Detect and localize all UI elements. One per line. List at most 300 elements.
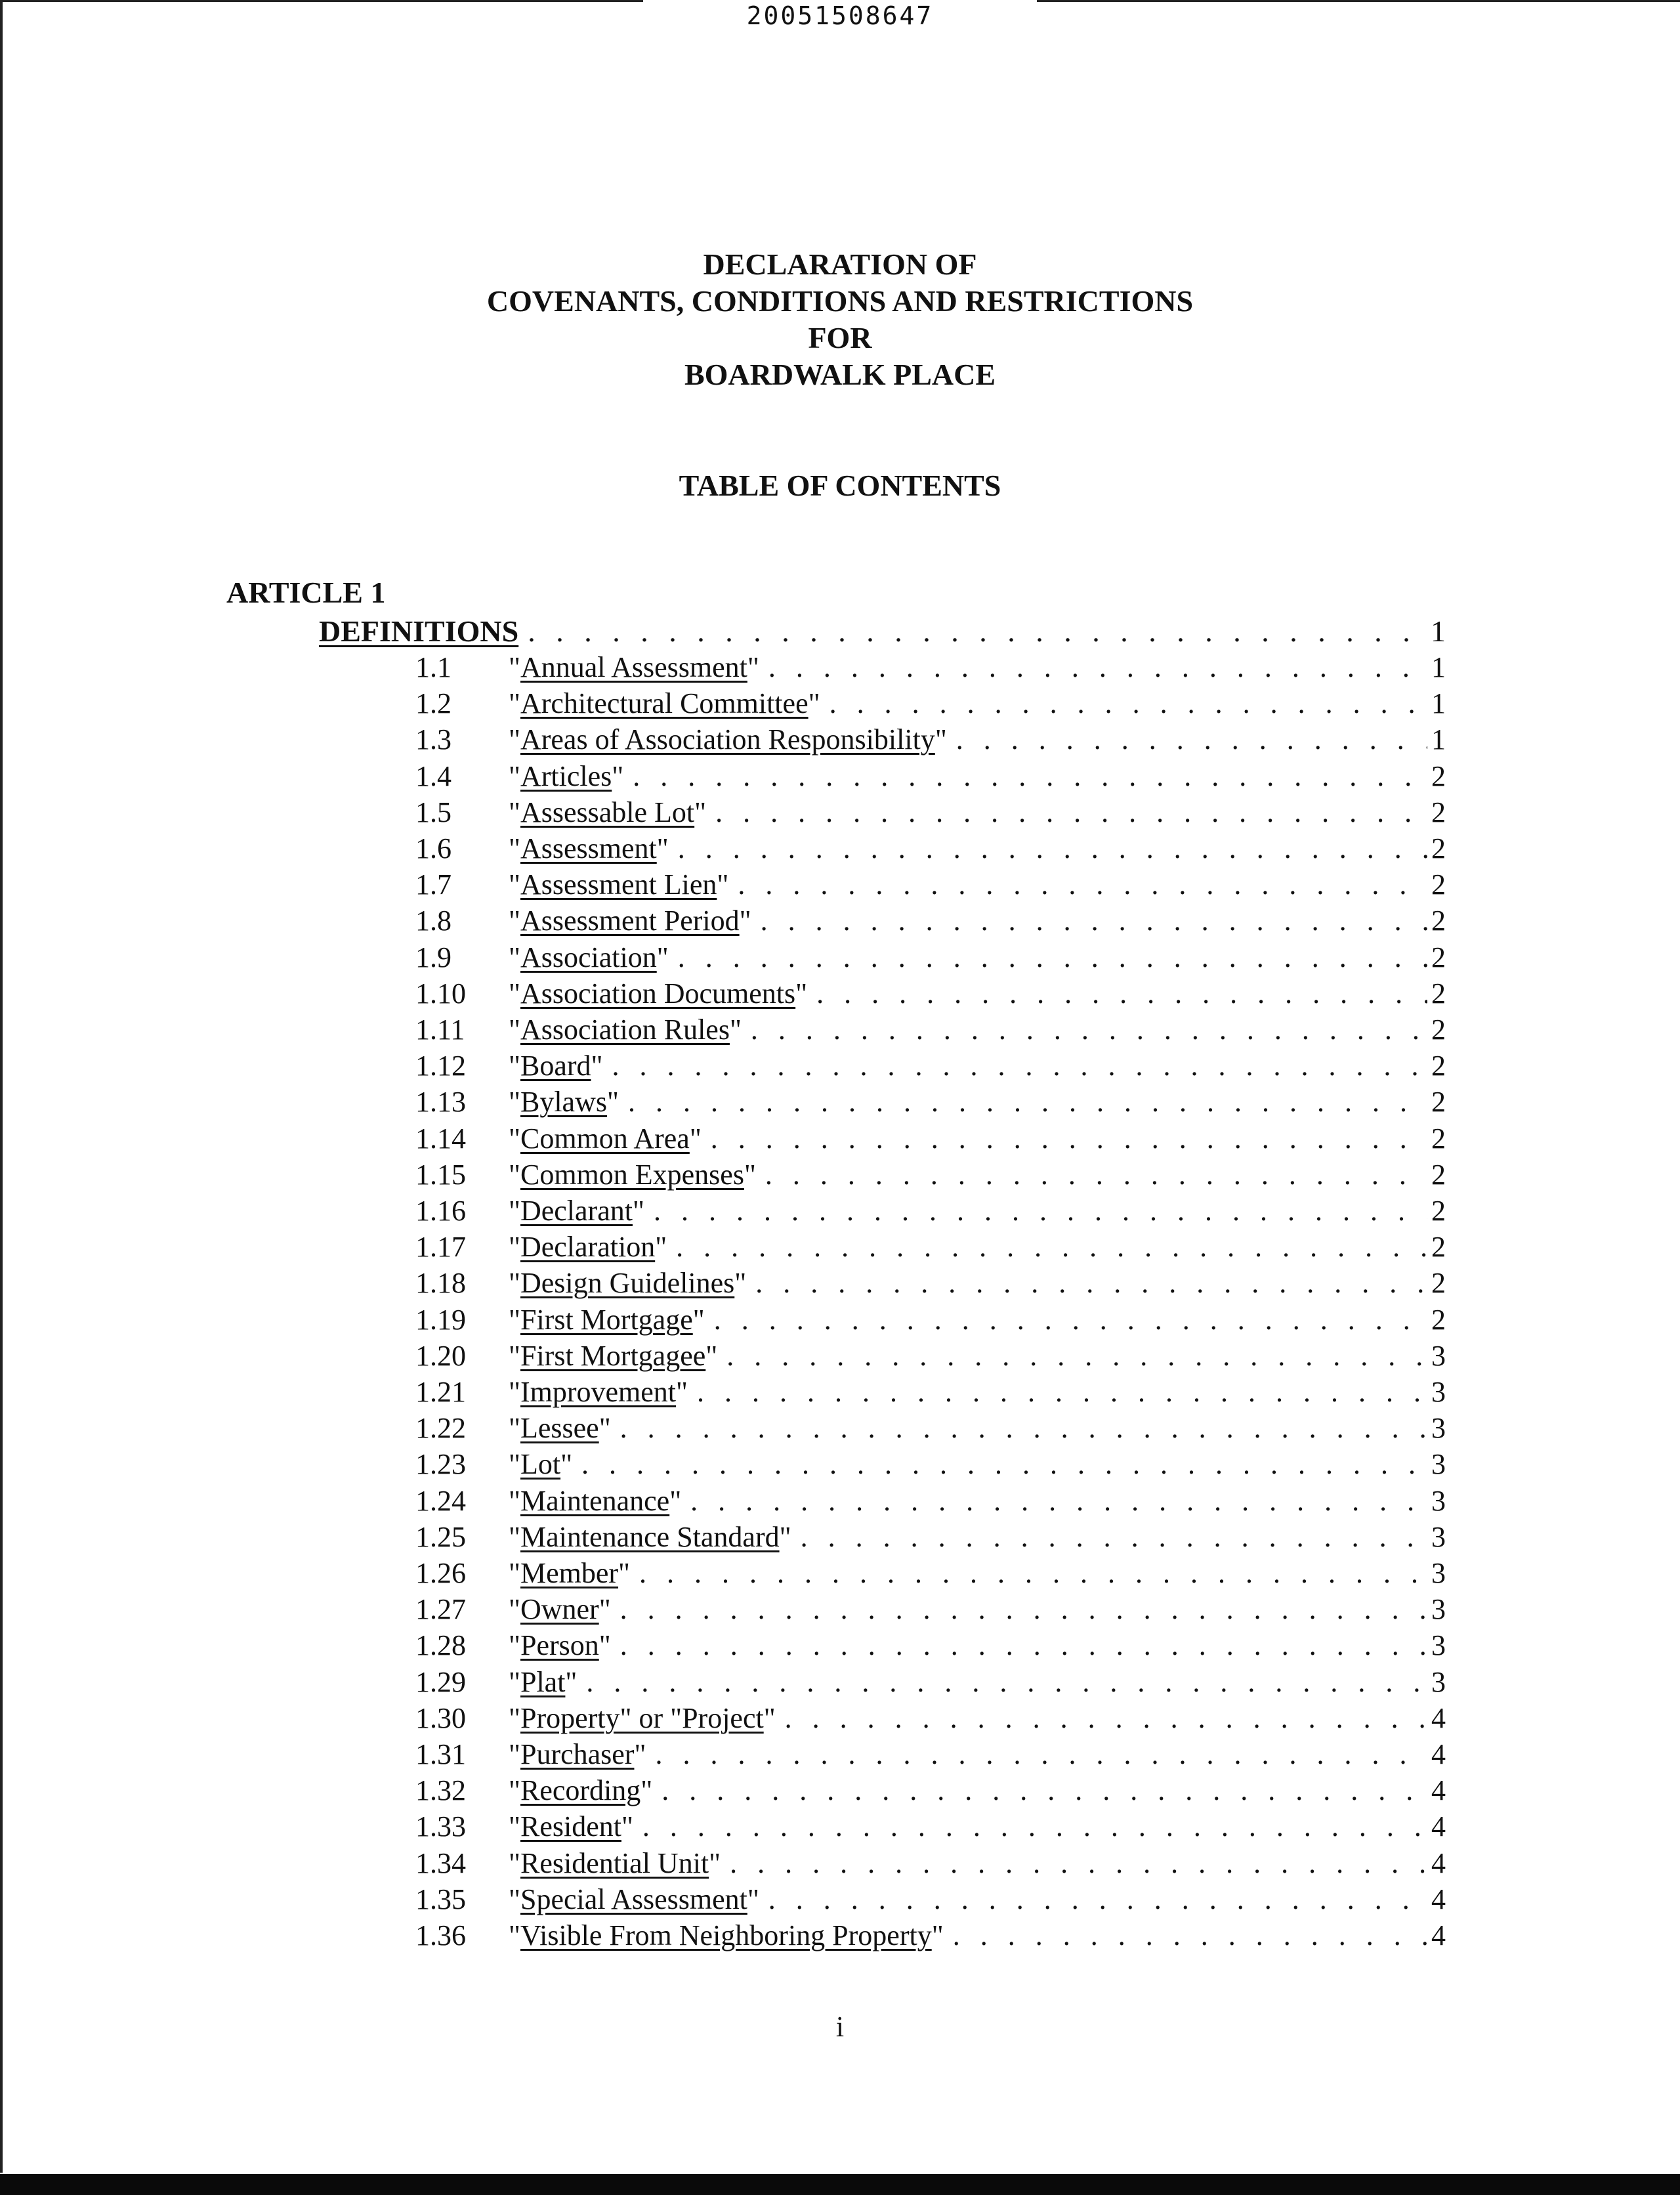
page-number: i: [835, 2011, 845, 2043]
scan-bottom-edge: [0, 2174, 1680, 2195]
dot-leader: [697, 1375, 1427, 1410]
entry-term: Association Rules: [520, 1013, 730, 1046]
entry-label: [509, 1121, 702, 1157]
entry-quote-close: ": [669, 1485, 682, 1517]
entry-page: 3: [1431, 1521, 1446, 1553]
entry-page: 2: [1431, 977, 1446, 1010]
document-number: 20051508647: [746, 1, 934, 30]
entry-quote-close: ": [734, 1267, 747, 1299]
entry-quote-close: ": [591, 1050, 603, 1082]
entry-number: 1.34: [415, 1847, 466, 1879]
entry-page: 3: [1431, 1485, 1446, 1517]
entry-term: Lot: [520, 1448, 561, 1480]
toc-entry: [415, 759, 1446, 794]
entry-page: 2: [1431, 1013, 1446, 1046]
entry-term: Design Guidelines: [520, 1267, 735, 1299]
entry-term: Areas of Association Responsibility: [520, 723, 935, 756]
entry-page: 2: [1431, 1267, 1446, 1299]
toc-entry: [415, 1665, 1446, 1700]
dot-leader: [620, 1628, 1427, 1663]
entry-quote-open: ": [509, 1013, 520, 1046]
entry-page: 3: [1431, 1448, 1446, 1480]
entry-page: 3: [1431, 1666, 1446, 1698]
toc-entry: [415, 867, 1446, 903]
toc-entry: [415, 722, 1446, 757]
dot-leader: [662, 1773, 1427, 1808]
dot-leader: [768, 650, 1427, 685]
dot-leader: [633, 759, 1427, 794]
entry-quote-close: ": [634, 1738, 646, 1770]
entry-quote-open: ": [509, 905, 520, 937]
entry-number: 1.21: [415, 1376, 466, 1408]
entry-quote-close: ": [606, 1086, 619, 1118]
entry-label: [509, 1012, 742, 1048]
entry-page: 2: [1431, 796, 1446, 828]
entry-term: Architectural Committee: [520, 687, 808, 719]
entry-label: [509, 722, 947, 757]
entry-quote-open: ": [509, 868, 520, 901]
entry-quote-open: ": [509, 1122, 520, 1155]
entry-label: [509, 759, 623, 794]
entry-term: Common Area: [520, 1122, 690, 1155]
entry-page: 2: [1431, 1304, 1446, 1336]
entry-number: 1.33: [415, 1810, 466, 1843]
entry-page: 4: [1431, 1919, 1446, 1951]
toc-entry: [415, 1193, 1446, 1229]
toc-entry: [415, 1483, 1446, 1519]
dot-leader: [678, 831, 1427, 866]
toc-entry: [415, 1809, 1446, 1844]
dot-leader: [761, 903, 1427, 939]
entry-label: [509, 1302, 705, 1338]
toc-entry: [415, 1302, 1446, 1338]
entry-quote-open: ": [509, 687, 520, 719]
entry-term: Property" or "Project: [520, 1702, 764, 1734]
entry-number: 1.11: [415, 1013, 465, 1046]
dot-leader: [642, 1809, 1427, 1844]
entry-quote-open: ": [509, 651, 520, 683]
entry-term: Owner: [520, 1593, 599, 1625]
entry-number: 1.15: [415, 1159, 466, 1191]
entry-quote-close: ": [640, 1774, 653, 1806]
entry-quote-open: ": [509, 1412, 520, 1444]
entry-number: 1.6: [415, 832, 452, 864]
entry-page: 4: [1431, 1883, 1446, 1915]
document-title: [0, 246, 1680, 393]
entry-term: Bylaws: [520, 1086, 607, 1118]
entry-label: [509, 1809, 633, 1844]
toc-entry: [415, 1411, 1446, 1446]
entry-quote-open: ": [509, 1485, 520, 1517]
entry-page: 2: [1431, 760, 1446, 792]
entry-quote-close: ": [689, 1122, 702, 1155]
entry-number: 1.27: [415, 1593, 466, 1625]
entry-quote-open: ": [509, 1738, 520, 1770]
entry-term: Declaration: [520, 1231, 656, 1263]
entry-number: 1.35: [415, 1883, 466, 1915]
dot-leader: [586, 1665, 1427, 1700]
entry-number: 1.20: [415, 1340, 466, 1372]
entry-term: Assessment Lien: [520, 868, 717, 901]
entry-term: Board: [520, 1050, 591, 1082]
entry-number: 1.4: [415, 760, 452, 792]
entry-number: 1.10: [415, 977, 466, 1010]
dot-leader: [953, 1918, 1427, 1953]
entry-term: Articles: [520, 760, 612, 792]
entry-quote-open: ": [509, 1774, 520, 1806]
entry-label: [509, 686, 820, 721]
entry-label: [509, 1411, 611, 1446]
article-heading: ARTICLE 1: [226, 576, 386, 609]
entry-term: Assessment Period: [520, 905, 740, 937]
dot-leader: [730, 1846, 1427, 1881]
entry-term: Person: [520, 1629, 599, 1661]
entry-number: 1.25: [415, 1521, 466, 1553]
toc-entry: [415, 1229, 1446, 1265]
section-title: [319, 614, 518, 649]
entry-number: 1.1: [415, 651, 452, 683]
entry-number: 1.32: [415, 1774, 466, 1806]
entry-term: Lessee: [520, 1412, 599, 1444]
toc-entry: [415, 903, 1446, 939]
entry-quote-open: ": [509, 1629, 520, 1661]
entry-label: [509, 1157, 756, 1193]
entry-quote-close: ": [763, 1702, 776, 1734]
entry-number: 1.29: [415, 1666, 466, 1698]
toc-entry: [415, 1592, 1446, 1627]
toc-entry: [415, 1773, 1446, 1808]
entry-quote-open: ": [509, 1231, 520, 1263]
dot-leader: [581, 1447, 1427, 1482]
entry-page: 2: [1431, 1122, 1446, 1155]
entry-page: 2: [1431, 1050, 1446, 1082]
entry-quote-open: ": [509, 1195, 520, 1227]
entry-page: 3: [1431, 1376, 1446, 1408]
entry-quote-close: ": [656, 941, 669, 973]
entry-number: 1.24: [415, 1485, 466, 1517]
entry-quote-close: ": [709, 1847, 721, 1879]
entry-quote-open: ": [509, 796, 520, 828]
dot-leader: [528, 614, 1427, 649]
entry-quote-close: ": [795, 977, 808, 1010]
entry-label: [509, 1882, 759, 1917]
entry-quote-open: ": [509, 1267, 520, 1299]
entry-quote-close: ": [676, 1376, 688, 1408]
toc-entry: [415, 650, 1446, 685]
entry-term: Member: [520, 1557, 619, 1589]
entry-quote-close: ": [621, 1810, 633, 1843]
entry-term: Common Expenses: [520, 1159, 744, 1191]
entry-quote-open: ": [509, 1847, 520, 1879]
entry-quote-close: ": [779, 1521, 791, 1553]
toc-entry: [415, 976, 1446, 1012]
title-line: FOR: [808, 321, 872, 354]
entry-label: [509, 1048, 602, 1084]
entry-quote-close: ": [692, 1304, 705, 1336]
entry-term: Purchaser: [520, 1738, 635, 1770]
entry-page: 3: [1431, 1340, 1446, 1372]
entry-quote-close: ": [655, 1231, 667, 1263]
dot-leader: [751, 1012, 1427, 1048]
entry-number: 1.19: [415, 1304, 466, 1336]
dot-leader: [639, 1556, 1427, 1591]
dot-leader: [711, 1121, 1427, 1157]
toc-entry: [415, 1556, 1446, 1591]
entry-number: 1.18: [415, 1267, 466, 1299]
entry-quote-open: ": [509, 723, 520, 756]
entry-quote-close: ": [747, 651, 759, 683]
dot-leader: [620, 1411, 1427, 1446]
dot-leader: [654, 1193, 1427, 1229]
entry-quote-close: ": [598, 1629, 611, 1661]
entry-number: 1.5: [415, 796, 452, 828]
entry-term: Recording: [520, 1774, 641, 1806]
toc-entry: [415, 1737, 1446, 1772]
entry-quote-close: ": [739, 905, 751, 937]
entry-quote-close: ": [598, 1593, 611, 1625]
entry-number: 1.2: [415, 687, 452, 719]
entry-number: 1.8: [415, 905, 452, 937]
entry-term: Declarant: [520, 1195, 633, 1227]
dot-leader: [956, 722, 1427, 757]
entry-quote-open: ": [509, 1702, 520, 1734]
entry-label: [509, 1556, 630, 1591]
entry-page: 2: [1431, 1159, 1446, 1191]
entry-label: [509, 1665, 577, 1700]
dot-leader: [785, 1701, 1427, 1736]
entry-number: 1.13: [415, 1086, 466, 1118]
entry-label: [509, 1918, 944, 1953]
toc-entry: [415, 1701, 1446, 1736]
toc-entry: [415, 1012, 1446, 1048]
toc-entry: [415, 1157, 1446, 1193]
entry-page: 1: [1431, 687, 1446, 719]
entry-number: 1.23: [415, 1448, 466, 1480]
entry-page: 2: [1431, 1231, 1446, 1263]
dot-leader: [755, 1266, 1427, 1301]
entry-term: Assessable Lot: [520, 796, 695, 828]
toc-entry: [415, 795, 1446, 830]
entry-number: 1.12: [415, 1050, 466, 1082]
entry-page: 3: [1431, 1593, 1446, 1625]
entry-label: [509, 831, 669, 866]
dot-leader: [655, 1737, 1427, 1772]
entry-page: 4: [1431, 1810, 1446, 1843]
section-page: 1: [1431, 614, 1446, 648]
entry-term: Maintenance Standard: [520, 1521, 780, 1553]
entry-quote-open: ": [509, 1521, 520, 1553]
dot-leader: [612, 1048, 1427, 1084]
dot-leader: [715, 795, 1427, 830]
dot-leader: [830, 686, 1427, 721]
entry-label: [509, 867, 728, 903]
entry-quote-open: ": [509, 1304, 520, 1336]
entry-quote-open: ": [509, 760, 520, 792]
entry-page: 3: [1431, 1412, 1446, 1444]
entry-label: [509, 650, 759, 685]
entry-quote-close: ": [656, 832, 669, 864]
entry-page: 4: [1431, 1738, 1446, 1770]
entry-quote-close: ": [729, 1013, 742, 1046]
entry-quote-close: ": [598, 1412, 611, 1444]
entry-page: 4: [1431, 1847, 1446, 1879]
entry-quote-open: ": [509, 1666, 520, 1698]
entry-term: Maintenance: [520, 1485, 670, 1517]
entry-label: [509, 1193, 644, 1229]
entry-label: [509, 1737, 646, 1772]
entry-label: [509, 976, 807, 1012]
dot-leader: [765, 1157, 1427, 1193]
toc-entry: [415, 686, 1446, 721]
toc-entry: [415, 1048, 1446, 1084]
entry-quote-open: ": [509, 832, 520, 864]
entry-term: First Mortgagee: [520, 1340, 706, 1372]
entry-quote-open: ": [509, 1919, 520, 1951]
entry-quote-close: ": [694, 796, 707, 828]
entry-quote-open: ": [509, 941, 520, 973]
entry-quote-close: ": [934, 723, 947, 756]
entry-label: [509, 1266, 746, 1301]
toc-entry: [415, 1846, 1446, 1881]
entry-quote-close: ": [632, 1195, 644, 1227]
entry-label: [509, 1773, 652, 1808]
entry-label: [509, 1592, 611, 1627]
toc-entry: [415, 1338, 1446, 1374]
entry-number: 1.14: [415, 1122, 466, 1155]
dot-leader: [738, 867, 1427, 903]
entry-page: 1: [1431, 723, 1446, 756]
entry-quote-open: ": [509, 1376, 520, 1408]
entry-label: [509, 1628, 611, 1663]
dot-leader: [676, 1229, 1427, 1265]
dot-leader: [816, 976, 1427, 1012]
dot-leader: [678, 940, 1427, 975]
dot-leader: [801, 1520, 1427, 1555]
entry-number: 1.17: [415, 1231, 466, 1263]
entry-term: Assessment: [520, 832, 657, 864]
entry-quote-close: ": [747, 1883, 759, 1915]
entry-quote-close: ": [612, 760, 624, 792]
entry-quote-close: ": [618, 1557, 630, 1589]
entry-label: [509, 1084, 619, 1120]
dot-leader: [726, 1338, 1427, 1374]
dot-leader: [620, 1592, 1427, 1627]
entry-label: [509, 1229, 667, 1265]
dot-leader: [768, 1882, 1427, 1917]
entry-label: [509, 1701, 776, 1736]
entry-label: [509, 1483, 681, 1519]
entry-label: [509, 795, 706, 830]
entry-page: 4: [1431, 1702, 1446, 1734]
toc-entry: [415, 940, 1446, 975]
toc-entry: [415, 1084, 1446, 1120]
entry-quote-open: ": [509, 1086, 520, 1118]
entry-term: First Mortgage: [520, 1304, 693, 1336]
entry-number: 1.16: [415, 1195, 466, 1227]
entry-quote-close: ": [705, 1340, 718, 1372]
section-title-text: DEFINITIONS: [319, 614, 519, 648]
entry-term: Association Documents: [520, 977, 796, 1010]
entry-quote-close: ": [744, 1159, 756, 1191]
entry-label: [509, 1447, 572, 1482]
entry-quote-close: ": [931, 1919, 944, 1951]
entry-quote-open: ": [509, 1593, 520, 1625]
toc-heading: TABLE OF CONTENTS: [679, 469, 1001, 502]
toc-entry: [415, 1375, 1446, 1410]
entry-term: Association: [520, 941, 657, 973]
entry-quote-open: ": [509, 1159, 520, 1191]
entry-number: 1.3: [415, 723, 452, 756]
entry-number: 1.7: [415, 868, 452, 901]
entry-quote-open: ": [509, 977, 520, 1010]
entry-number: 1.31: [415, 1738, 466, 1770]
entry-number: 1.28: [415, 1629, 466, 1661]
entry-label: [509, 1375, 688, 1410]
entry-number: 1.36: [415, 1919, 466, 1951]
entry-number: 1.22: [415, 1412, 466, 1444]
entry-quote-close: ": [808, 687, 820, 719]
entry-page: 1: [1431, 651, 1446, 683]
title-line: DECLARATION OF: [703, 247, 977, 281]
entry-page: 2: [1431, 832, 1446, 864]
dot-leader: [714, 1302, 1427, 1338]
entry-quote-open: ": [509, 1557, 520, 1589]
entry-term: Special Assessment: [520, 1883, 747, 1915]
title-line: COVENANTS, CONDITIONS AND RESTRICTIONS: [486, 284, 1194, 318]
entry-label: [509, 940, 669, 975]
entry-number: 1.30: [415, 1702, 466, 1734]
entry-page: 2: [1431, 868, 1446, 901]
entry-page: 2: [1431, 1086, 1446, 1118]
dot-leader: [690, 1483, 1427, 1519]
toc-section-definitions: [319, 614, 1446, 649]
entry-label: [509, 903, 751, 939]
entry-label: [509, 1338, 717, 1374]
entry-term: Visible From Neighboring Property: [520, 1919, 932, 1951]
entry-quote-close: ": [560, 1448, 573, 1480]
entry-term: Residential Unit: [520, 1847, 709, 1879]
entry-term: Annual Assessment: [520, 651, 747, 683]
entry-number: 1.26: [415, 1557, 466, 1589]
toc-entry: [415, 1121, 1446, 1157]
entry-term: Improvement: [520, 1376, 677, 1408]
entry-term: Plat: [520, 1666, 566, 1698]
entry-quote-open: ": [509, 1448, 520, 1480]
entry-page: 3: [1431, 1629, 1446, 1661]
toc-entry: [415, 1918, 1446, 1953]
entry-quote-close: ": [717, 868, 729, 901]
entry-page: 2: [1431, 941, 1446, 973]
toc-entry: [415, 831, 1446, 866]
entry-label: [509, 1846, 721, 1881]
entry-page: 2: [1431, 905, 1446, 937]
entry-page: 4: [1431, 1774, 1446, 1806]
entry-quote-close: ": [565, 1666, 578, 1698]
toc-entry: [415, 1266, 1446, 1301]
entry-quote-open: ": [509, 1883, 520, 1915]
entry-number: 1.9: [415, 941, 452, 973]
entry-page: 3: [1431, 1557, 1446, 1589]
entry-quote-open: ": [509, 1340, 520, 1372]
entry-term: Resident: [520, 1810, 621, 1843]
entry-page: 2: [1431, 1195, 1446, 1227]
toc-entry: [415, 1447, 1446, 1482]
title-line: BOARDWALK PLACE: [684, 358, 996, 391]
entry-quote-open: ": [509, 1810, 520, 1843]
toc-entry: [415, 1520, 1446, 1555]
toc-entry: [415, 1628, 1446, 1663]
dot-leader: [628, 1084, 1427, 1120]
